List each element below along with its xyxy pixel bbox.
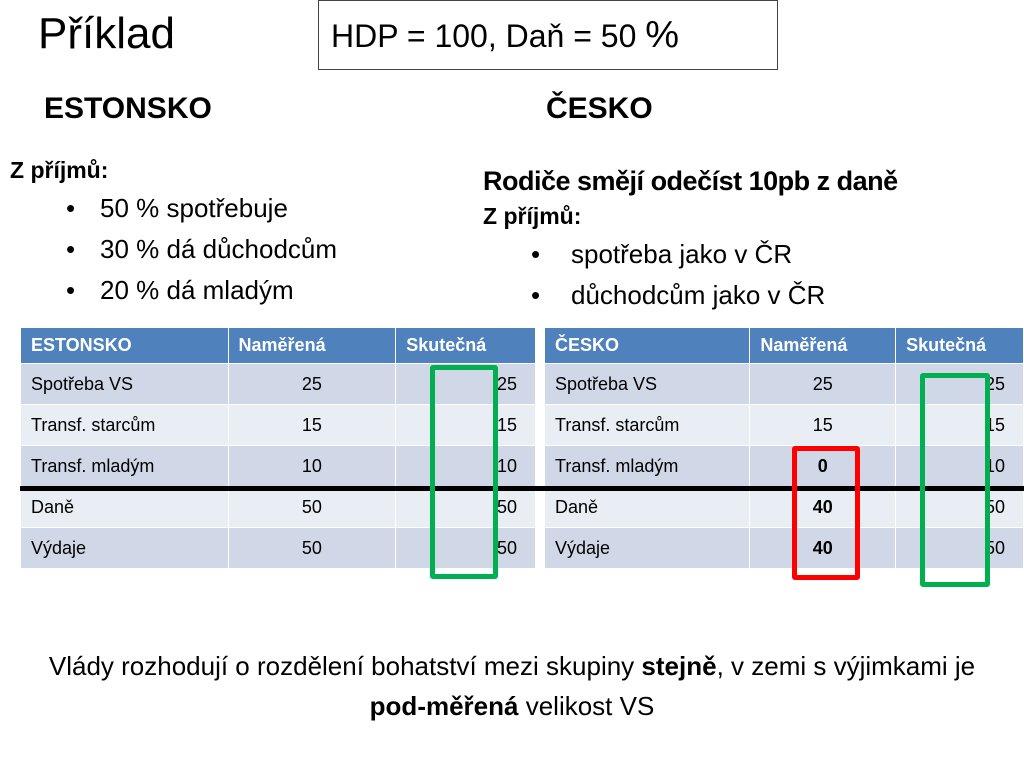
- row-label: Transf. mladým: [545, 446, 750, 487]
- estonia-text: [10, 156, 490, 311]
- estonia-bullets: [10, 188, 490, 311]
- table-header-row: [545, 328, 1024, 364]
- row-label: Výdaje: [545, 528, 750, 569]
- table-header-row: [21, 328, 536, 364]
- measured-value: 25: [750, 364, 896, 405]
- czech-subheading: Z příjmů:: [483, 203, 582, 229]
- list-item: • 50 % spotřebuje: [10, 188, 490, 229]
- hdp-text: HDP = 100, Daň = 50: [331, 18, 646, 54]
- actual-value: 25: [896, 364, 1024, 405]
- actual-value: 50: [896, 487, 1024, 528]
- measured-value: 15: [228, 405, 396, 446]
- row-label: Daně: [545, 487, 750, 528]
- column-header: Naměřená: [228, 328, 396, 364]
- actual-value: 10: [896, 446, 1024, 487]
- actual-value: 10: [396, 446, 536, 487]
- slide-title: Příklad: [38, 9, 175, 58]
- list-item: • důchodcům jako v ČR: [483, 275, 1013, 316]
- row-label: Daně: [21, 487, 229, 528]
- column-header: ESTONSKO: [21, 328, 229, 364]
- measured-value: 0: [750, 446, 896, 487]
- footer-bold: stejně: [641, 651, 717, 681]
- estonia-heading: ESTONSKO: [44, 92, 212, 125]
- actual-value: 50: [396, 487, 536, 528]
- footer-bold: pod-měřená: [369, 691, 519, 721]
- estonia-subheading: Z příjmů:: [10, 157, 109, 183]
- row-label: Transf. mladým: [21, 446, 229, 487]
- measured-value: 10: [228, 446, 396, 487]
- actual-value: 25: [396, 364, 536, 405]
- actual-value: 50: [896, 528, 1024, 569]
- estonia-actual-highlight: [430, 365, 498, 579]
- row-label: Transf. starcům: [21, 405, 229, 446]
- measured-value: 40: [750, 487, 896, 528]
- actual-value: 15: [396, 405, 536, 446]
- hdp-percent: %: [645, 14, 680, 56]
- czech-actual-highlight: [920, 373, 990, 587]
- measured-value: 40: [750, 528, 896, 569]
- actual-value: 15: [896, 405, 1024, 446]
- list-item: • spotřeba jako v ČR: [483, 234, 1013, 275]
- column-header: Naměřená: [750, 328, 896, 364]
- actual-value: 50: [396, 528, 536, 569]
- divider-line: [20, 486, 1024, 491]
- hdp-box: [318, 0, 778, 70]
- measured-value: 50: [228, 528, 396, 569]
- footer-text: Vlády rozhodují o rozdělení bohatství mezi skupiny: [48, 651, 642, 681]
- czech-text: [483, 164, 1013, 316]
- footer-conclusion: [20, 646, 1004, 726]
- list-item: • 20 % dá mladým: [10, 270, 490, 311]
- row-label: Transf. starcům: [545, 405, 750, 446]
- footer-text: , v zemi s výjimkami je: [716, 651, 976, 681]
- measured-value: 15: [750, 405, 896, 446]
- column-header: Skutečná: [396, 328, 536, 364]
- row-label: Spotřeba VS: [21, 364, 229, 405]
- column-header: Skutečná: [896, 328, 1024, 364]
- measured-value: 25: [228, 364, 396, 405]
- column-header: ČESKO: [545, 328, 750, 364]
- czech-measured-highlight: [792, 446, 860, 580]
- czech-heading: ČESKO: [546, 92, 653, 125]
- measured-value: 50: [228, 487, 396, 528]
- row-label: Spotřeba VS: [545, 364, 750, 405]
- row-label: Výdaje: [21, 528, 229, 569]
- czech-note: Rodiče smějí odečíst 10pb z daně: [483, 166, 898, 196]
- czech-bullets: [483, 234, 1013, 316]
- list-item: • 30 % dá důchodcům: [10, 229, 490, 270]
- footer-text: velikost VS: [518, 691, 655, 721]
